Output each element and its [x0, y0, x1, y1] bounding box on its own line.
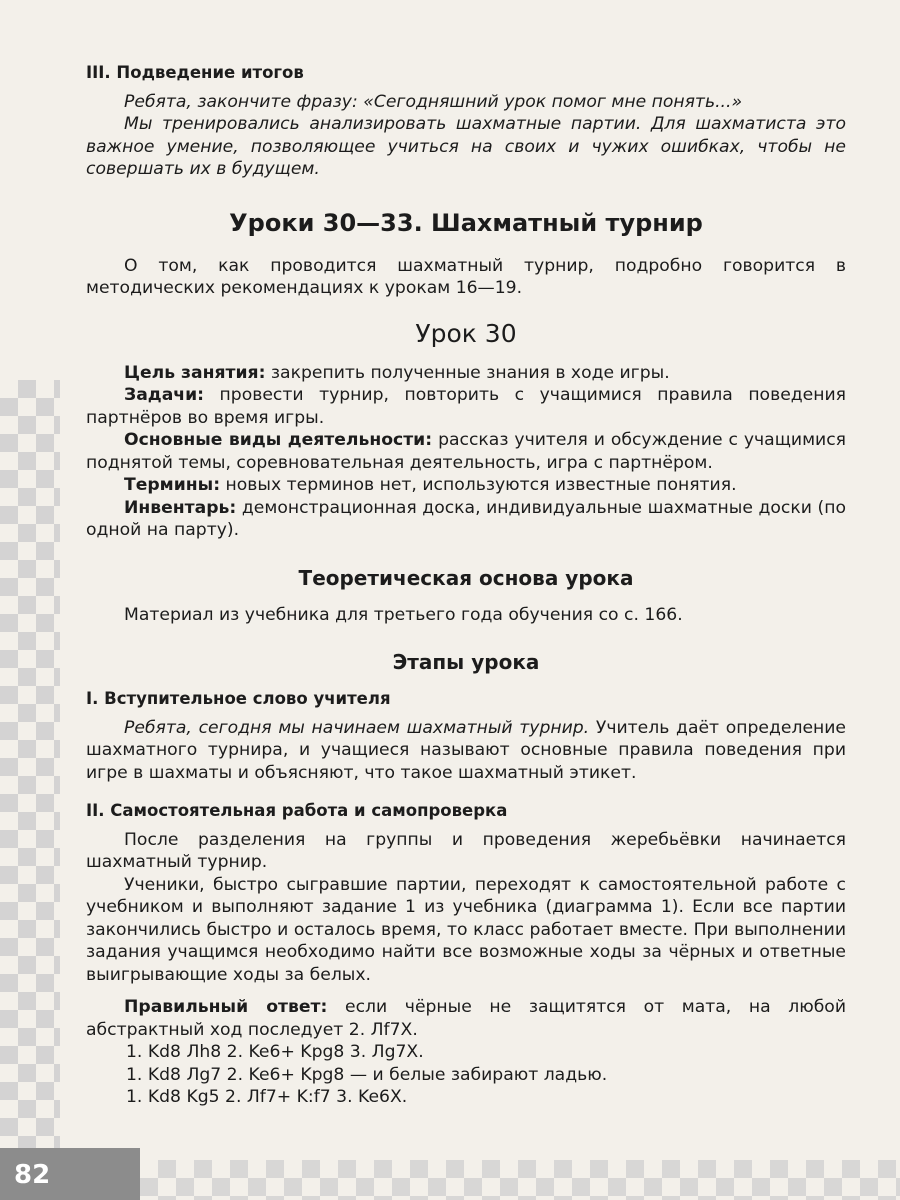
- stage-1-paragraph: [86, 717, 846, 785]
- activities-text: рассказ учителя и обсуждение с учащимися поднятой темы, соревновательная деятельность, игра с партнёром.: [86, 430, 846, 473]
- goal-label: Цель занятия:: [124, 362, 266, 383]
- lesson-activities: [86, 429, 846, 474]
- lesson-inventory: [86, 497, 846, 542]
- theory-text: Материал из учебника для третьего года обучения со с. 166.: [124, 604, 683, 625]
- lesson-terms: [86, 474, 846, 497]
- move-line: 1. Kd8 Лg7 2. Ke6+ Kpg8 — и белые забирают ладью.: [126, 1064, 608, 1085]
- tasks-text: провести турнир, повторить с учащимися правила поведения партнёров во время игры.: [86, 385, 846, 428]
- lesson-goal: [86, 362, 846, 385]
- stage-2-heading: II. Самостоятельная работа и самопроверка: [86, 801, 508, 820]
- terms-label: Термины:: [124, 475, 221, 495]
- theory-title: Теоретическая основа урока: [298, 565, 634, 590]
- stage-1-heading: I. Вступительное слово учителя: [86, 689, 391, 708]
- checkerboard-margin-decoration: [0, 380, 60, 1160]
- answer-text: если чёрные не защитятся от мата, на любой абстрактный ход последует 2. Лf7Х.: [86, 997, 846, 1040]
- stage-1-italic: Ребята, сегодня мы начинаем шахматный турнир.: [124, 717, 590, 738]
- page-content: [86, 62, 846, 1109]
- checkerboard-footer-decoration: [140, 1160, 900, 1200]
- stage-2-paragraph-2: Ученики, быстро сыгравшие партии, переходят к самостоятельной работе с учебником и выполняют задание 1 из учебника (диаграмма 1). Если все партии закончились быстро и осталось время, то класс работает вместе. При выполнении задания учащимся необходимо найти все возможные ходы за чёрных и ответные выигрывающие ходы за белых.: [86, 874, 846, 985]
- stage-1-text: Учитель даёт определение шахматного турнира, и учащиеся называют основные правила поведения при игре в шахматы и объясняют, что такое шахматный этикет.: [86, 717, 846, 783]
- lesson-tasks: [86, 384, 846, 429]
- page-number-box: [0, 1148, 140, 1200]
- summary-conclusion: Мы тренировались анализировать шахматные партии. Для шахматиста это важное умение, позволяющее учиться на своих и чужих ошибках, чтобы не совершать их в будущем.: [86, 114, 846, 179]
- inventory-text: демонстрационная доска, индивидуальные шахматные доски (по одной на парту).: [86, 497, 846, 540]
- stages-title: Этапы урока: [392, 650, 540, 674]
- intro-paragraph: О том, как проводится шахматный турнир, подробно говорится в методических рекомендациях к урокам 16—19.: [86, 255, 846, 298]
- answer-label: Правильный ответ:: [124, 997, 328, 1017]
- terms-text: новых терминов нет, используются известные понятия.: [225, 475, 737, 495]
- move-line: 1. Kd8 Лh8 2. Ke6+ Kpg8 3. Лg7X.: [126, 1042, 424, 1062]
- main-title: Уроки 30—33. Шахматный турнир: [229, 208, 703, 237]
- move-line: 1. Kd8 Kg5 2. Лf7+ K:f7 3. Ke6X.: [126, 1087, 408, 1107]
- tasks-label: Задачи:: [124, 385, 205, 405]
- goal-text: закрепить полученные знания в ходе игры.: [270, 362, 670, 383]
- correct-answer: [86, 996, 846, 1041]
- stage-2-paragraph-1: После разделения на группы и проведения жеребьёвки начинается шахматный турнир.: [86, 829, 846, 872]
- lesson-title: Урок 30: [415, 318, 517, 348]
- page-number: 82: [14, 1160, 51, 1190]
- summary-heading: III. Подведение итогов: [86, 63, 304, 82]
- summary-prompt: Ребята, закончите фразу: «Сегодняшний урок помог мне понять...»: [124, 91, 743, 112]
- inventory-label: Инвентарь:: [124, 497, 237, 518]
- activities-label: Основные виды деятельности:: [124, 430, 433, 450]
